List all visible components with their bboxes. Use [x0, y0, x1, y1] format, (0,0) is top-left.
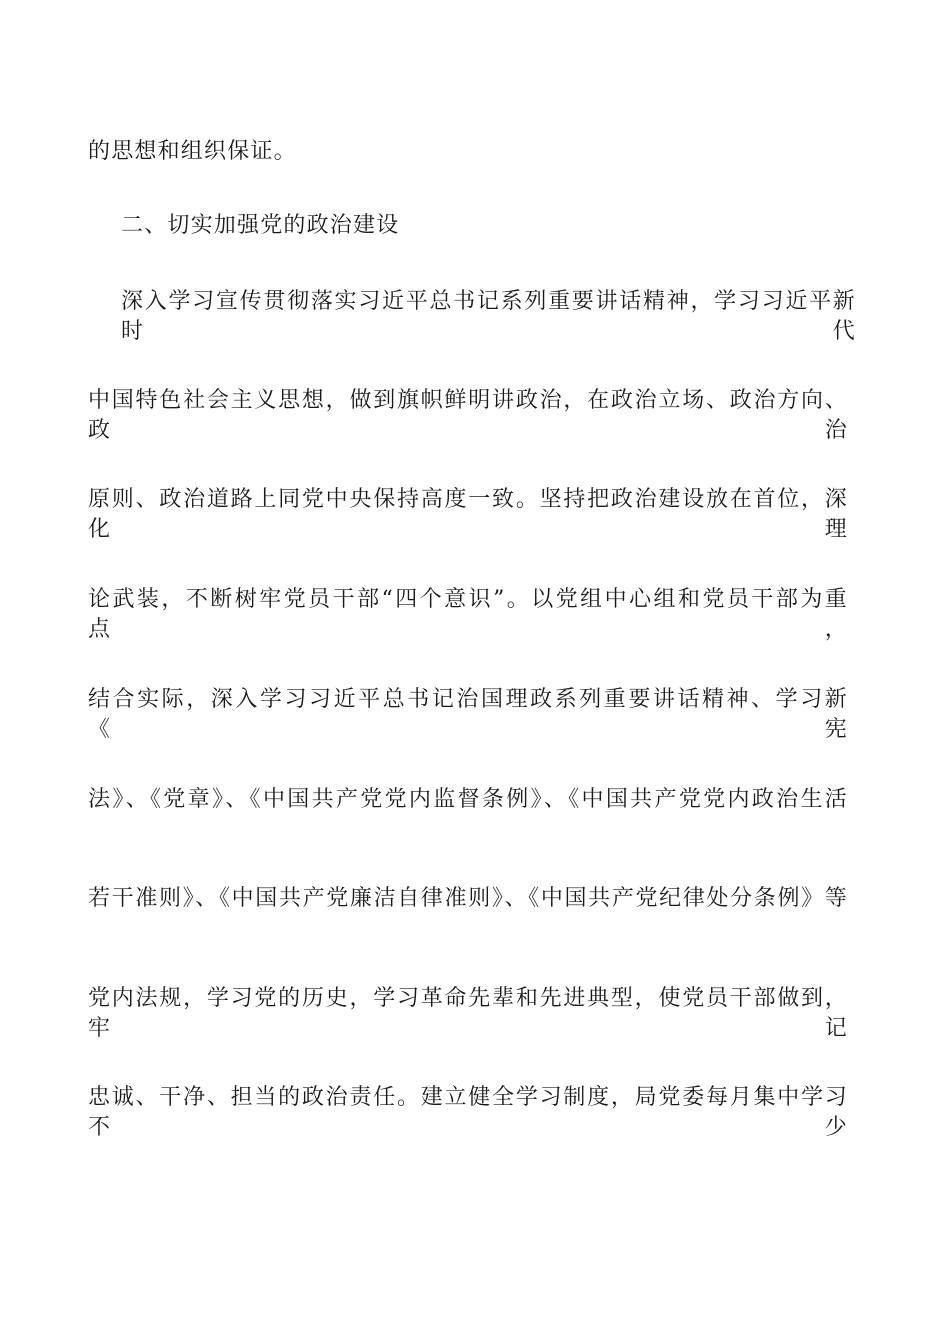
section-heading: 二、切实加强党的政治建设: [121, 213, 400, 238]
paragraph-line: 党内法规，学习党的历史，学习革命先辈和先进典型，使党员干部做到，牢记: [88, 986, 848, 1041]
paragraph-line: 若干准则》、《中国共产党廉洁自律准则》、《中国共产党纪律处分条例》等: [88, 886, 848, 911]
paragraph-line: 结合实际，深入学习习近平总书记治国理政系列重要讲话精神、学习新《宪: [88, 687, 848, 742]
paragraph-line: 中国特色社会主义思想，做到旗帜鲜明讲政治，在政治立场、政治方向、政治: [88, 388, 848, 443]
paragraph-line: 忠诚、干净、担当的政治责任。建立健全学习制度，局党委每月集中学习不少: [88, 1085, 848, 1140]
paragraph-line: 论武装，不断树牢党员干部“四个意识”。以党组中心组和党员干部为重点，: [88, 587, 848, 642]
paragraph-line: 法》、《党章》、《中国共产党党内监督条例》、《中国共产党党内政治生活: [88, 787, 848, 812]
paragraph-line: 的思想和组织保证。: [88, 139, 297, 164]
paragraph-line: 深入学习宣传贯彻落实习近平总书记系列重要讲话精神，学习习近平新时代: [121, 289, 856, 344]
paragraph-line: 原则、政治道路上同党中央保持高度一致。坚持把政治建设放在首位，深化理: [88, 487, 848, 542]
